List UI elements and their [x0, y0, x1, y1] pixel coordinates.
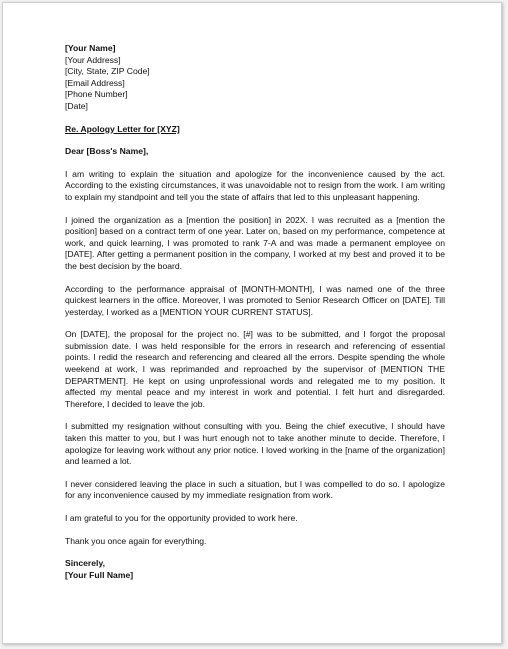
signature: [Your Full Name]	[65, 569, 134, 580]
paragraph-6: I never considered leaving the place in such a situation, but I was compelled to do so. I apologize for any inconvenience caused by my immediate resignation from work.	[65, 478, 445, 501]
sender-date: [Date]	[65, 100, 88, 111]
letter-body	[65, 43, 445, 581]
closing: Sincerely,	[65, 558, 105, 569]
sender-phone: [Phone Number]	[65, 89, 128, 100]
sender-email: [Email Address]	[65, 77, 125, 88]
sender-block	[65, 43, 445, 113]
sender-name: [Your Name]	[65, 43, 116, 53]
paragraph-3: According to the performance appraisal of [MONTH-MONTH], I was named one of the three quickest learners in the office. Moreover, I was promoted to Senior Research Officer on [DATE]. Till yesterday, I worked as a [MENTION YOUR CURRENT STATUS].	[65, 283, 445, 317]
paragraph-7: I am grateful to you for the opportunity provided to work here.	[65, 513, 298, 523]
paragraph-2: I joined the organization as a [mention the position] in 202X. I was recruited as a [mention the position] based on a contract term of one year. Later on, based on my performance, competence at work, and quick learning, I was promoted to rank 7-A and was made a permanent employee on [DATE]. After getting a permanent position in the company, I worked at my best and proved it to be the best decision by the board.	[65, 214, 445, 271]
sender-city: [City, State, ZIP Code]	[65, 66, 150, 77]
subject-line: Re. Apology Letter for [XYZ]	[65, 123, 180, 134]
paragraph-4: On [DATE], the proposal for the project no. [#] was to be submitted, and I forgot the proposal submission date. I was held responsible for the errors in research and referencing of essential points. I redid the research and referencing and cleared all the errors. Despite spending the whole weekend at work, I was reprimanded and reproached by the supervisor of [MENTION THE DEPARTMENT]. He kept on using unprofessional words and relegated me to my position. It affected my mental peace and my interest in work and potential. I felt hurt and disregarded. Therefore, I decided to leave the job.	[65, 329, 445, 409]
salutation: Dear [Boss's Name],	[65, 146, 149, 157]
paragraph-8: Thank you once again for everything.	[65, 535, 207, 546]
letter-page	[2, 2, 502, 644]
paragraph-5: I submitted my resignation without consulting with you. Being the chief executive, I should have taken this matter to you, but I was hurt enough not to take another minute to decide. Therefore, I apologize for leaving work without any prior notice. I loved working in the [name of the organization] and learned a lot.	[65, 421, 445, 467]
paragraph-1: I am writing to explain the situation and apologize for the inconvenience caused by the act. According to the existing circumstances, it was unavoidable not to resign from the work. I am writing to explain my standpoint and tell you the state of affairs that led to this unpleasant happening.	[65, 168, 445, 202]
sender-address: [Your Address]	[65, 54, 121, 65]
